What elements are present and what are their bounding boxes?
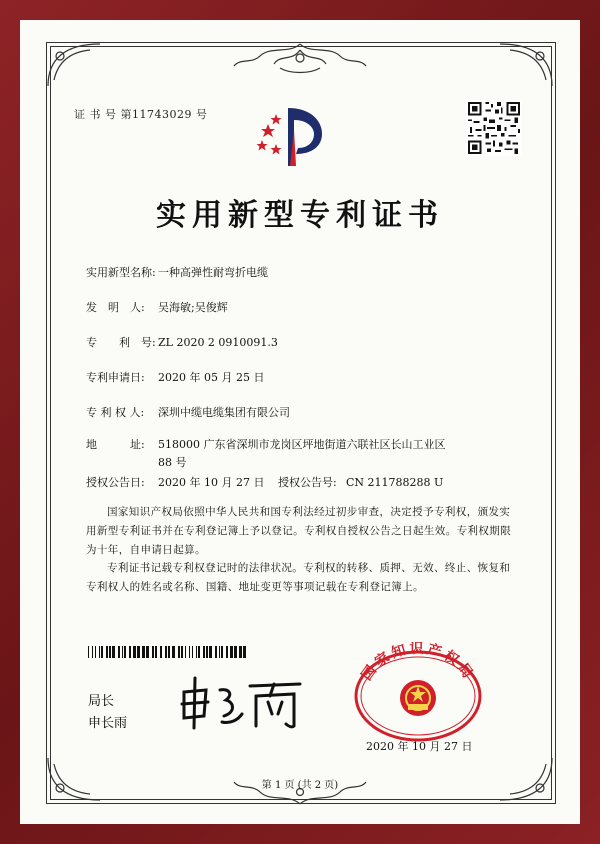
field-value: 518000 广东省深圳市龙岗区坪地街道六联社区长山工业区 88 号 (158, 438, 446, 469)
svg-text:国家知识产权局 (358, 642, 477, 684)
field-value: 2020 年 05 月 25 日 (158, 371, 265, 384)
field-value: 一种高弹性耐弯折电缆 (158, 266, 268, 279)
field-value: 深圳中缆电缆集团有限公司 (158, 406, 290, 419)
field-label: 实用新型名称: (86, 266, 156, 279)
certificate-number: 证 书 号 第11743029 号 (74, 108, 208, 121)
field-value: 2020 年 10 月 27 日 (158, 476, 265, 489)
field-value: 吴海敏;吴俊辉 (158, 301, 228, 314)
field-label: 授权公告日: (86, 476, 145, 489)
grant-statement: 国家知识产权局依照中华人民共和国专利法经过初步审查，决定授予专利权，颁发实用新型专利证书并在专利登记簿上予以登记。专利权自授权公告之日起生效。专利权期限为十年，自申请日起算。 (86, 506, 512, 556)
register-statement: 专利证书记载专利权登记时的法律状况。专利权的转移、质押、无效、终止、恢复和专利权人的姓名或名称、国籍、地址变更等事项记载在专利登记簿上。 (86, 562, 511, 593)
field-label: 地 址: (86, 438, 145, 451)
announcement-number-label: 授权公告号: (278, 476, 337, 489)
seal-text: 国家知识产权局 (358, 642, 478, 684)
signer-title: 局长 (88, 694, 115, 709)
signature (176, 672, 306, 732)
qr-code (466, 100, 522, 156)
field-grant-date (86, 474, 443, 492)
top-ornament (230, 40, 370, 76)
field-label: 专 利 号: (86, 336, 156, 349)
field-utility-model-name (86, 264, 458, 282)
barcode (88, 646, 250, 658)
field-label: 专利申请日: (86, 371, 145, 384)
cnipa-logo (254, 100, 326, 172)
field-label: 发 明 人: (86, 301, 145, 314)
announcement-number: CN 211788288 U (346, 476, 444, 489)
signer-name: 申长雨 (88, 716, 128, 731)
official-seal (352, 642, 484, 742)
field-inventor (86, 299, 458, 317)
field-filing-date (86, 369, 458, 387)
page-number: 第 1 页 (共 2 页) (261, 780, 339, 791)
seal-date: 2020 年 10 月 27 日 (366, 740, 473, 753)
certificate-title: 实用新型专利证书 (156, 198, 444, 233)
corner-ornament-tr (496, 40, 556, 90)
field-value: ZL 2020 2 0910091.3 (158, 336, 278, 349)
corner-ornament-tl (44, 40, 104, 90)
field-address (86, 436, 458, 472)
field-patentee (86, 404, 458, 422)
field-label: 专 利 权 人: (86, 406, 145, 419)
field-patent-number (86, 334, 458, 352)
